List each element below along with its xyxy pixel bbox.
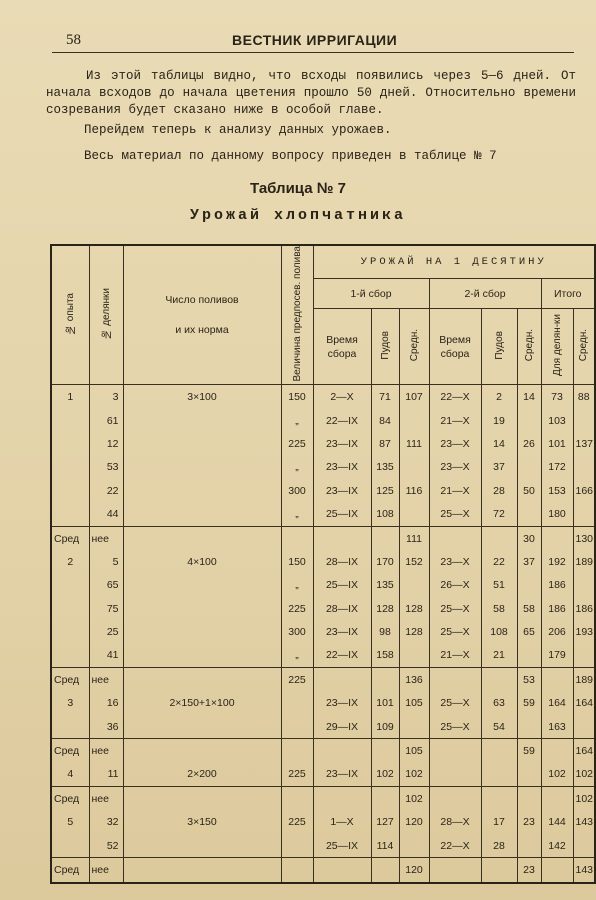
cell-s2: 14 (517, 385, 541, 409)
cell-opyt (51, 597, 89, 620)
cell-p2: 21 (481, 644, 517, 668)
table-row (51, 550, 595, 573)
cell-it: 180 (541, 502, 573, 526)
cell-s1: 105 (399, 739, 429, 763)
cell-s2: 59 (517, 692, 541, 715)
cell-v1: 23—IX (313, 763, 371, 787)
cell-p2 (481, 787, 517, 811)
table-row (51, 811, 595, 834)
cell-v2: 28—X (429, 811, 481, 834)
cell-del: 53 (89, 456, 123, 479)
header-sredn-2: Средн. (517, 309, 541, 385)
cell-del: 36 (89, 715, 123, 739)
cell-v1: 23—IX (313, 692, 371, 715)
cell-p2: 22 (481, 550, 517, 573)
table-row (51, 644, 595, 668)
header-sredn-itogo: Средн. (573, 309, 595, 385)
cell-s2 (517, 409, 541, 432)
cell-opyt (51, 502, 89, 526)
cell-its (573, 644, 595, 668)
cell-del: нее (89, 787, 123, 811)
cell-v2: 23—X (429, 456, 481, 479)
cell-p2: 54 (481, 715, 517, 739)
cell-p1: 158 (371, 644, 399, 668)
cell-its: 166 (573, 479, 595, 502)
cell-del: 5 (89, 550, 123, 573)
cell-s2: 58 (517, 597, 541, 620)
cell-s2: 53 (517, 668, 541, 692)
cell-polivy: 2×200 (123, 763, 281, 787)
cell-vel: „ (281, 644, 313, 668)
paragraph-3: Весь материал по данному вопросу приведен в таблице № 7 (84, 149, 497, 163)
cell-it: 144 (541, 811, 573, 834)
cell-opyt (51, 644, 89, 668)
header-urozhay: УРОЖАЙ НА 1 ДЕСЯТИНУ (313, 245, 595, 279)
cell-its (573, 834, 595, 858)
cell-it: 102 (541, 763, 573, 787)
cell-its (573, 574, 595, 597)
cell-s2 (517, 456, 541, 479)
cell-p1: 114 (371, 834, 399, 858)
cell-opyt: Сред (51, 858, 89, 883)
cell-s1 (399, 409, 429, 432)
table-row (51, 834, 595, 858)
cell-it (541, 526, 573, 550)
cell-del: нее (89, 526, 123, 550)
cell-p1: 71 (371, 385, 399, 409)
cell-p1 (371, 858, 399, 883)
cell-vel (281, 692, 313, 715)
cell-vel: 225 (281, 811, 313, 834)
cell-s2 (517, 644, 541, 668)
cell-vel (281, 526, 313, 550)
header-dlya-delyanki: Для делян-ки (541, 309, 573, 385)
cell-it: 192 (541, 550, 573, 573)
cell-v1: 28—IX (313, 597, 371, 620)
cell-s2: 59 (517, 739, 541, 763)
cell-v1 (313, 668, 371, 692)
cell-its (573, 456, 595, 479)
table-row (51, 432, 595, 455)
cell-s2: 26 (517, 432, 541, 455)
cell-polivy (123, 456, 281, 479)
cell-del: 22 (89, 479, 123, 502)
table-row (51, 668, 595, 692)
cell-del: нее (89, 858, 123, 883)
header-vremya-1: Время сбора (313, 309, 371, 385)
cell-p1: 128 (371, 597, 399, 620)
cell-s1: 105 (399, 692, 429, 715)
cell-vel: „ (281, 409, 313, 432)
cell-v2: 25—X (429, 597, 481, 620)
cell-v2: 23—X (429, 550, 481, 573)
cell-del: 41 (89, 644, 123, 668)
cell-p1: 125 (371, 479, 399, 502)
cell-v2 (429, 739, 481, 763)
cell-s1: 152 (399, 550, 429, 573)
cell-vel (281, 834, 313, 858)
table-row (51, 692, 595, 715)
cell-vel: 150 (281, 385, 313, 409)
cell-v2 (429, 526, 481, 550)
cell-vel: „ (281, 456, 313, 479)
paragraph-1: Из этой таблицы видно, что всходы появились через 5—6 дней. От начала всходов до начала цветения прошло 50 дней. Относительно времени созревания будет сказано ниже в особой главе. (46, 69, 576, 117)
cell-p1 (371, 739, 399, 763)
cell-s1: 111 (399, 432, 429, 455)
cell-v1: 23—IX (313, 432, 371, 455)
cell-v2: 25—X (429, 620, 481, 643)
cell-polivy (123, 715, 281, 739)
cell-p2: 37 (481, 456, 517, 479)
cell-s2 (517, 574, 541, 597)
cell-v2: 21—X (429, 644, 481, 668)
cell-opyt: 4 (51, 763, 89, 787)
cell-opyt (51, 456, 89, 479)
cell-its: 102 (573, 787, 595, 811)
cell-v2: 21—X (429, 409, 481, 432)
cell-del: 32 (89, 811, 123, 834)
cell-it (541, 787, 573, 811)
cell-opyt (51, 834, 89, 858)
cell-v1 (313, 526, 371, 550)
cell-polivy (123, 597, 281, 620)
cell-vel (281, 787, 313, 811)
cell-polivy (123, 409, 281, 432)
cell-p1: 135 (371, 574, 399, 597)
cell-p2 (481, 526, 517, 550)
cell-v2: 25—X (429, 715, 481, 739)
cell-del: 16 (89, 692, 123, 715)
journal-title: ВЕСТНИК ИРРИГАЦИИ (232, 32, 398, 48)
cell-opyt (51, 620, 89, 643)
cell-opyt: 3 (51, 692, 89, 715)
cell-p2: 17 (481, 811, 517, 834)
table-row (51, 620, 595, 643)
cell-vel: 300 (281, 620, 313, 643)
cell-del: 12 (89, 432, 123, 455)
cell-p1: 102 (371, 763, 399, 787)
cell-p1: 101 (371, 692, 399, 715)
cell-vel: 300 (281, 479, 313, 502)
table-row (51, 715, 595, 739)
cell-its: 193 (573, 620, 595, 643)
cell-s2: 50 (517, 479, 541, 502)
cell-opyt (51, 432, 89, 455)
header-pudov-2: Пудов (481, 309, 517, 385)
cell-s2: 30 (517, 526, 541, 550)
cell-v1: 22—IX (313, 644, 371, 668)
cell-del: 65 (89, 574, 123, 597)
cell-p2: 72 (481, 502, 517, 526)
cell-opyt: Сред (51, 526, 89, 550)
cell-vel: 225 (281, 668, 313, 692)
header-opyt: № опыта (51, 245, 89, 385)
cell-polivy (123, 644, 281, 668)
header-sbor-2: 2-й сбор (429, 279, 541, 309)
cell-polivy (123, 526, 281, 550)
cell-its (573, 502, 595, 526)
cell-it: 153 (541, 479, 573, 502)
table-title: Таблица № 7 (250, 180, 346, 197)
cell-v1: 2—X (313, 385, 371, 409)
cell-opyt (51, 715, 89, 739)
cell-opyt: 2 (51, 550, 89, 573)
table-subtitle: Урожай хлопчатника (189, 207, 407, 224)
cell-s1: 128 (399, 597, 429, 620)
cell-v2: 25—X (429, 692, 481, 715)
cell-p1: 87 (371, 432, 399, 455)
cell-it: 186 (541, 574, 573, 597)
cell-v2 (429, 763, 481, 787)
page-number: 58 (66, 32, 81, 48)
cell-it: 101 (541, 432, 573, 455)
cell-opyt (51, 574, 89, 597)
cell-s1: 111 (399, 526, 429, 550)
cell-del: 52 (89, 834, 123, 858)
cell-s2 (517, 715, 541, 739)
cell-p1: 109 (371, 715, 399, 739)
cell-p2: 58 (481, 597, 517, 620)
cell-it (541, 858, 573, 883)
table-row (51, 479, 595, 502)
cell-vel: 225 (281, 597, 313, 620)
cell-it: 179 (541, 644, 573, 668)
cell-its: 130 (573, 526, 595, 550)
cell-opyt: Сред (51, 787, 89, 811)
cell-polivy: 4×100 (123, 550, 281, 573)
cell-v1 (313, 858, 371, 883)
cell-opyt: Сред (51, 668, 89, 692)
cell-v2 (429, 858, 481, 883)
cell-p2 (481, 668, 517, 692)
paragraph-2: Перейдем теперь к анализу данных урожаев. (84, 123, 392, 137)
cell-v1 (313, 739, 371, 763)
cell-its: 143 (573, 811, 595, 834)
cell-v2: 23—X (429, 432, 481, 455)
cell-it: 142 (541, 834, 573, 858)
cell-its: 189 (573, 668, 595, 692)
cell-v1: 29—IX (313, 715, 371, 739)
cell-v2: 25—X (429, 502, 481, 526)
cell-p1 (371, 668, 399, 692)
cell-p1: 98 (371, 620, 399, 643)
cell-vel (281, 739, 313, 763)
header-velichina: Величина предпосев. полива (281, 245, 313, 385)
header-vremya-2: Время сбора (429, 309, 481, 385)
table-row (51, 574, 595, 597)
table-row (51, 739, 595, 763)
cell-s1 (399, 574, 429, 597)
cell-v1: 23—IX (313, 620, 371, 643)
cell-vel (281, 858, 313, 883)
cell-its: 164 (573, 739, 595, 763)
cell-vel: „ (281, 502, 313, 526)
cell-its: 88 (573, 385, 595, 409)
cell-v2: 21—X (429, 479, 481, 502)
cell-p2 (481, 858, 517, 883)
cell-vel: 225 (281, 432, 313, 455)
table-row (51, 597, 595, 620)
cell-its: 102 (573, 763, 595, 787)
cell-del: 11 (89, 763, 123, 787)
cell-p2: 51 (481, 574, 517, 597)
cell-del: 44 (89, 502, 123, 526)
cell-its: 164 (573, 692, 595, 715)
cell-p1: 108 (371, 502, 399, 526)
cell-s1: 102 (399, 763, 429, 787)
cell-p2: 63 (481, 692, 517, 715)
cell-s1: 107 (399, 385, 429, 409)
cell-p1: 135 (371, 456, 399, 479)
cell-it (541, 668, 573, 692)
table-row (51, 409, 595, 432)
cell-s1 (399, 456, 429, 479)
cell-polivy: 2×150+1×100 (123, 692, 281, 715)
cell-s1: 136 (399, 668, 429, 692)
cell-s1: 128 (399, 620, 429, 643)
cell-del: 75 (89, 597, 123, 620)
cell-p2: 28 (481, 479, 517, 502)
cell-polivy (123, 739, 281, 763)
cell-opyt: 5 (51, 811, 89, 834)
cell-polivy: 3×150 (123, 811, 281, 834)
cell-del: нее (89, 668, 123, 692)
cell-it (541, 739, 573, 763)
cell-s2: 65 (517, 620, 541, 643)
table-row (51, 787, 595, 811)
table-row (51, 526, 595, 550)
cell-s1 (399, 502, 429, 526)
cell-s1: 116 (399, 479, 429, 502)
table-row (51, 858, 595, 883)
cell-s2: 23 (517, 858, 541, 883)
cell-s1 (399, 834, 429, 858)
cell-v1: 25—IX (313, 502, 371, 526)
cell-it: 172 (541, 456, 573, 479)
cell-its (573, 715, 595, 739)
cell-polivy (123, 620, 281, 643)
cell-polivy (123, 668, 281, 692)
cell-polivy (123, 479, 281, 502)
cell-polivy: 3×100 (123, 385, 281, 409)
cell-s2 (517, 763, 541, 787)
cell-s2 (517, 834, 541, 858)
cell-p1: 127 (371, 811, 399, 834)
cell-polivy (123, 787, 281, 811)
yield-table (50, 244, 596, 884)
cell-vel: 150 (281, 550, 313, 573)
cell-v1 (313, 787, 371, 811)
cell-vel: 225 (281, 763, 313, 787)
cell-s1 (399, 644, 429, 668)
cell-v1: 23—IX (313, 456, 371, 479)
cell-opyt: Сред (51, 739, 89, 763)
cell-v1: 22—IX (313, 409, 371, 432)
cell-p2 (481, 763, 517, 787)
cell-opyt (51, 479, 89, 502)
cell-it: 163 (541, 715, 573, 739)
table-body (51, 385, 595, 883)
cell-p2: 2 (481, 385, 517, 409)
cell-its: 189 (573, 550, 595, 573)
cell-s1: 102 (399, 787, 429, 811)
cell-polivy (123, 574, 281, 597)
cell-v2 (429, 787, 481, 811)
cell-its: 143 (573, 858, 595, 883)
header-sredn-1: Средн. (399, 309, 429, 385)
cell-p1 (371, 787, 399, 811)
cell-v1: 25—IX (313, 834, 371, 858)
cell-opyt (51, 409, 89, 432)
header-polivy: Число поливов и их норма (123, 245, 281, 385)
cell-s2: 37 (517, 550, 541, 573)
cell-del: 61 (89, 409, 123, 432)
cell-its: 137 (573, 432, 595, 455)
cell-polivy (123, 834, 281, 858)
header-pudov-1: Пудов (371, 309, 399, 385)
table-row (51, 763, 595, 787)
cell-vel: „ (281, 574, 313, 597)
page-header (52, 30, 574, 53)
cell-p2: 14 (481, 432, 517, 455)
cell-v2 (429, 668, 481, 692)
cell-s2: 23 (517, 811, 541, 834)
cell-v1: 28—IX (313, 550, 371, 573)
header-itogo: Итого (541, 279, 595, 309)
cell-polivy (123, 432, 281, 455)
cell-v2: 22—X (429, 834, 481, 858)
cell-p1 (371, 526, 399, 550)
cell-its: 186 (573, 597, 595, 620)
header-delyanka: № делянки (89, 245, 123, 385)
cell-v1: 23—IX (313, 479, 371, 502)
cell-p1: 170 (371, 550, 399, 573)
cell-it: 73 (541, 385, 573, 409)
cell-s1: 120 (399, 811, 429, 834)
table-row (51, 502, 595, 526)
cell-it: 164 (541, 692, 573, 715)
header-sbor-1: 1-й сбор (313, 279, 429, 309)
cell-its (573, 409, 595, 432)
cell-p2: 108 (481, 620, 517, 643)
cell-del: 25 (89, 620, 123, 643)
cell-s2 (517, 502, 541, 526)
cell-opyt: 1 (51, 385, 89, 409)
cell-p2: 19 (481, 409, 517, 432)
cell-it: 186 (541, 597, 573, 620)
cell-del: 3 (89, 385, 123, 409)
cell-polivy (123, 502, 281, 526)
cell-s1 (399, 715, 429, 739)
cell-polivy (123, 858, 281, 883)
table-row (51, 385, 595, 409)
cell-s2 (517, 787, 541, 811)
cell-it: 103 (541, 409, 573, 432)
cell-p1: 84 (371, 409, 399, 432)
cell-v1: 1—X (313, 811, 371, 834)
cell-v2: 22—X (429, 385, 481, 409)
cell-v1: 25—IX (313, 574, 371, 597)
cell-del: нее (89, 739, 123, 763)
table-row (51, 456, 595, 479)
cell-vel (281, 715, 313, 739)
cell-p2 (481, 739, 517, 763)
cell-s1: 120 (399, 858, 429, 883)
cell-p2: 28 (481, 834, 517, 858)
cell-it: 206 (541, 620, 573, 643)
cell-v2: 26—X (429, 574, 481, 597)
